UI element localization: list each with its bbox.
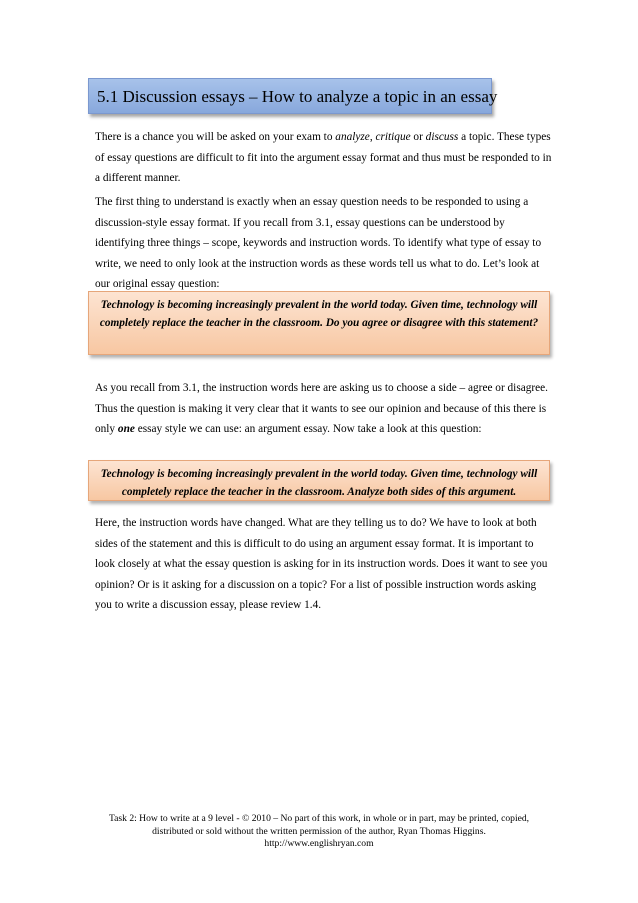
essay-question-1: Technology is becoming increasingly prevalent in the world today. Given time, technology will completely replace the teacher in the classroom. Do you agree or disagree with this statement? — [99, 299, 539, 329]
essay-question-box-2 — [88, 460, 550, 501]
analyze-term: analyze — [335, 131, 370, 143]
one-emphasis: one — [117, 423, 135, 435]
paragraph-argument-essay: As you recall from 3.1, the instruction words here are asking us to choose a side – agree or disagree. Thus the question is making it very clear that it wants to see our opinion and because of this there is only one essay style we can use: an argument essay. Now take a look at this question: — [95, 382, 548, 435]
section-title-box — [88, 78, 498, 114]
essay-question-box-1 — [88, 291, 550, 355]
discuss-term: discuss — [425, 131, 459, 143]
paragraph-intro: There is a chance you will be asked on your exam to analyze, critique or discuss a topic. These types of essay questions are difficult to fit into the argument essay format and thus must be responded to in a different manner. — [95, 131, 552, 184]
page-footer — [95, 813, 543, 851]
footer-copyright: Task 2: How to write at a 9 level - © 2010 – No part of this work, in whole or in part, may be printed, copied, distributed or sold without the written permission of the author, Ryan Thomas Higgins. — [108, 813, 530, 837]
footer-url: http://www.englishryan.com — [264, 838, 374, 849]
essay-question-2: Technology is becoming increasingly prevalent in the world today. Given time, technology will completely replace the teacher in the classroom. Analyze both sides of this argument. — [100, 468, 538, 498]
section-title: 5.1 Discussion essays – How to analyze a topic in an essay — [97, 87, 498, 106]
paragraph-instruction-words: The first thing to understand is exactly when an essay question needs to be responded to using a discussion-style essay format. If you recall from 3.1, essay questions can be understood by identifying three things – scope, keywords and instruction words. To identify what type of essay to write, we need to only look at the instruction words as these words tell us what to do. Let’s look at our original essay question: — [95, 196, 542, 290]
paragraph-discussion-essay: Here, the instruction words have changed. What are they telling us to do? We have to look at both sides of the statement and this is difficult to do using an argument essay format. It is important to look closely at what the essay question is asking for in its instruction words. Does it want to see you opinion? Or is it asking for a discussion on a topic? For a list of possible instruction words asking you to write a discussion essay, please review 1.4. — [95, 517, 548, 611]
critique-term: critique — [375, 131, 411, 143]
